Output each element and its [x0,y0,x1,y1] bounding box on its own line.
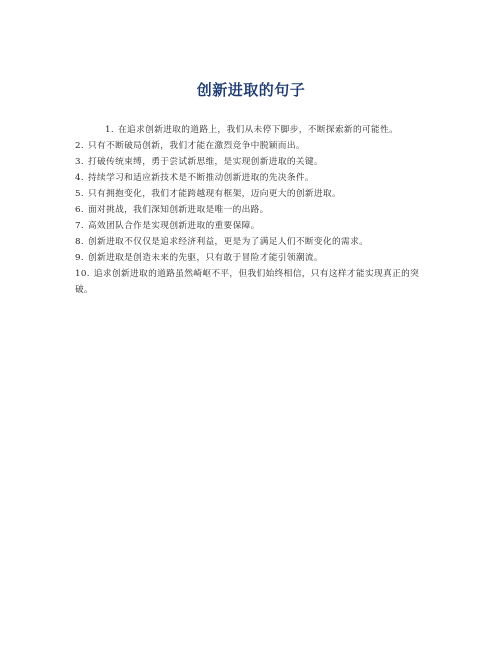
item-number: 6. [75,205,84,215]
list-item [75,250,430,266]
list-item [75,138,430,154]
item-text: 高效团队合作是实现创新进取的重要保障。 [88,221,260,231]
item-text: 创新进取不仅仅是追求经济利益，更是为了满足人们不断变化的需求。 [88,237,369,247]
item-number: 2. [75,141,84,151]
list-item [75,234,430,250]
item-text: 只有不断破局创新，我们才能在激烈竞争中脱颖而出。 [88,141,305,151]
item-number: 9. [75,253,84,263]
list-item [75,154,430,170]
sentence-list [75,122,430,298]
list-item [75,122,430,138]
item-text: 追求创新进取的道路虽然崎岖不平，但我们始终相信，只有这样才能实现真正的突破。 [75,269,420,295]
list-item [75,202,430,218]
item-number: 1. [105,125,114,135]
item-number: 8. [75,237,84,247]
item-text: 面对挑战，我们深知创新进取是唯一的出路。 [88,205,269,215]
list-item [75,266,430,298]
item-number: 7. [75,221,84,231]
item-text: 创新进取是创造未来的先驱，只有敢于冒险才能引领潮流。 [88,253,323,263]
item-number: 10. [75,269,90,279]
item-text: 只有拥抱变化，我们才能跨越现有框架，迈向更大的创新进取。 [88,189,342,199]
item-text: 持续学习和适应新技术是不断推动创新进取的先决条件。 [88,173,314,183]
list-item [75,218,430,234]
document-title: 创新进取的句子 [196,81,306,99]
item-text: 在追求创新进取的道路上，我们从未停下脚步，不断探索新的可能性。 [118,125,399,135]
list-item [75,170,430,186]
item-number: 5. [75,189,84,199]
list-item [75,186,430,202]
item-text: 打破传统束缚，勇于尝试新思维，是实现创新进取的关键。 [88,157,323,167]
item-number: 3. [75,157,84,167]
item-number: 4. [75,173,84,183]
